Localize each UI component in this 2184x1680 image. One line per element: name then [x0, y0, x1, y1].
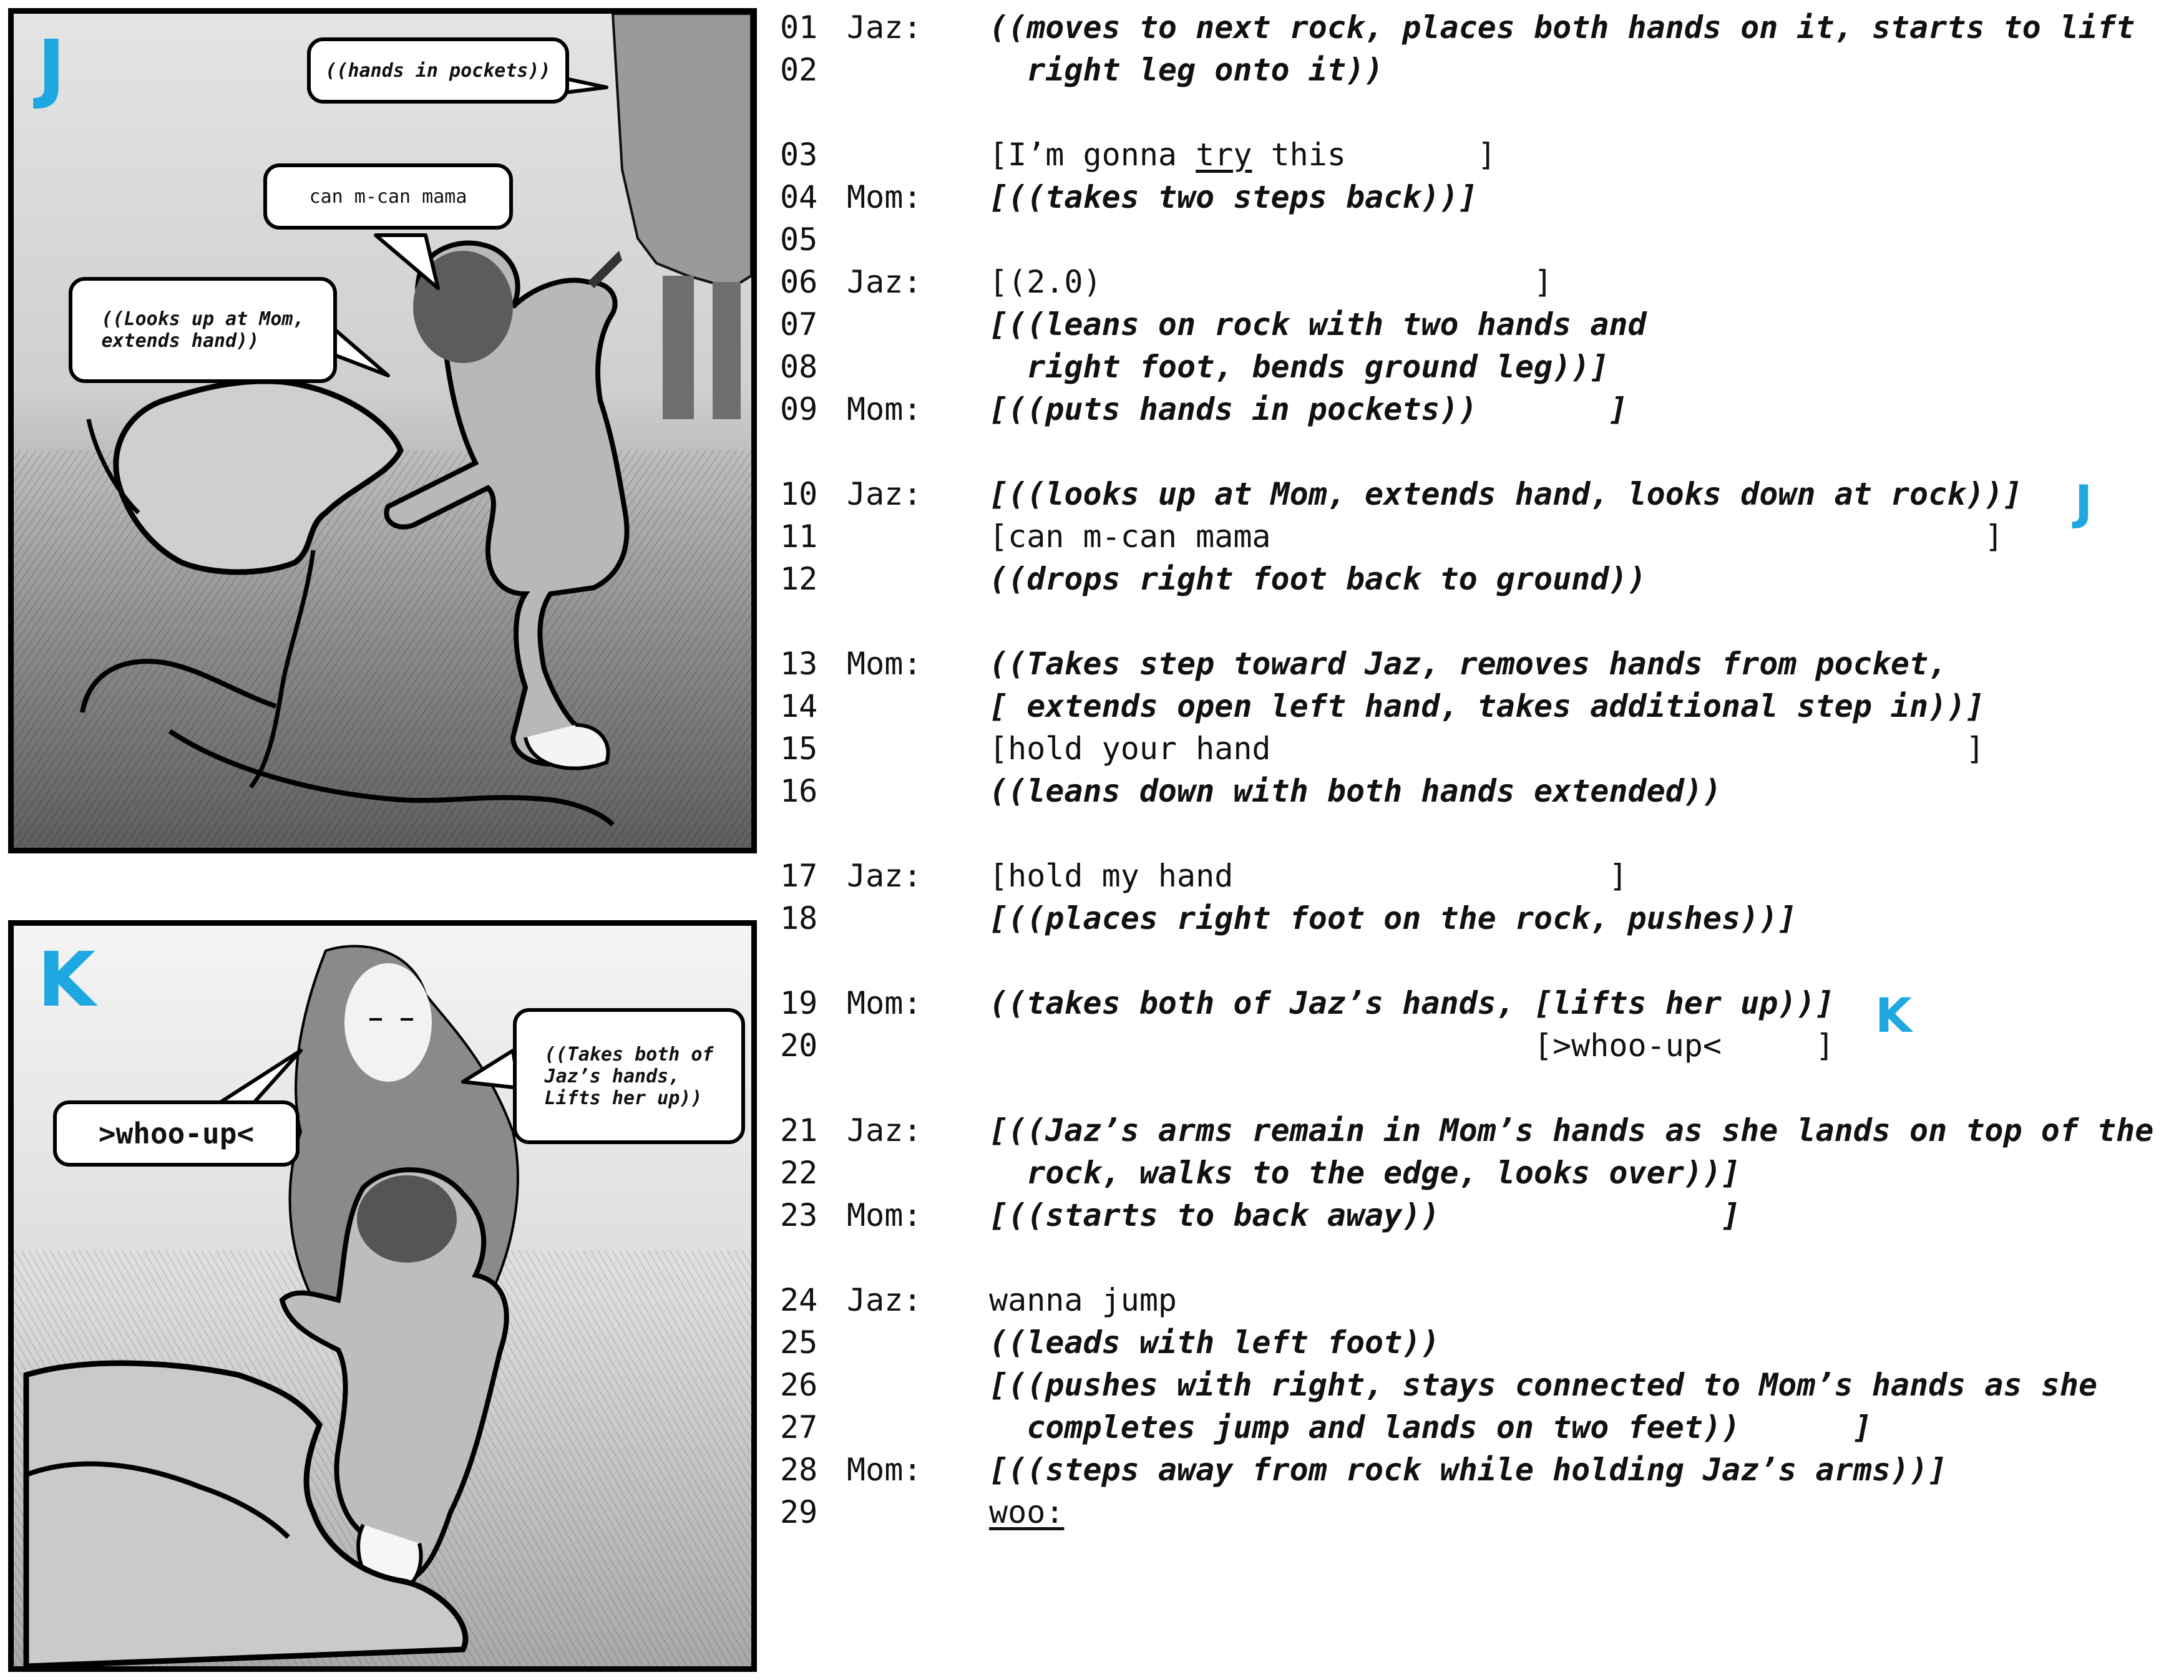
utterance-text [989, 1024, 1835, 1067]
utterance-text [989, 303, 1647, 346]
utterance-text [989, 1449, 1947, 1491]
line-number: 29 [780, 1494, 818, 1530]
utterance-segment: ((takes both of Jaz’s hands, [lifts her up))] [989, 985, 1835, 1021]
line-number: 01 [780, 9, 818, 46]
line-number: 27 [780, 1409, 818, 1445]
utterance-text [989, 261, 1553, 303]
line-number: 23 [780, 1197, 818, 1233]
utterance-segment: [can m-can mama ] [989, 518, 2004, 555]
line-number: 03 [780, 137, 818, 173]
utterance-text [989, 1406, 1872, 1449]
panel-j-illustration [14, 14, 751, 848]
line-number: 14 [780, 688, 818, 724]
line-number: 22 [780, 1155, 818, 1191]
line-number: 09 [780, 391, 818, 427]
utterance-segment: [(2.0) ] [989, 264, 1553, 300]
utterance-text [989, 727, 1984, 770]
utterance-segment: ((leads with left foot)) [989, 1324, 1440, 1361]
speaker-label: Jaz: [847, 264, 922, 300]
speaker-label: Mom: [847, 646, 922, 682]
utterance-segment: [((takes two steps back))] [989, 179, 1478, 215]
utterance-text [989, 685, 1984, 727]
utterance-segment: [((looks up at Mom, extends hand, looks down at rock))] [989, 476, 2022, 512]
utterance-text [989, 49, 1383, 91]
utterance-text [989, 643, 1947, 685]
panel-j-letter: J [37, 25, 66, 112]
line-number: 25 [780, 1324, 818, 1361]
line-number: 16 [780, 773, 818, 809]
speaker-label: Mom: [847, 179, 922, 215]
speaker-label: Jaz: [847, 9, 922, 46]
utterance-segment: ((moves to next rock, places both hands on it, starts to lift [989, 9, 2135, 46]
line-number: 13 [780, 646, 818, 682]
utterance-segment: right foot, bends ground leg))] [989, 349, 1609, 385]
utterance-segment: ((leans down with both hands extended)) [989, 773, 1722, 809]
utterance-segment: [((Jaz’s arms remain in Mom’s hands as she lands on top of the [989, 1112, 2154, 1148]
utterance-text [989, 897, 1796, 940]
speaker-label: Mom: [847, 1197, 922, 1233]
utterance-segment: completes jump and lands on two feet)) ] [989, 1409, 1872, 1445]
transcript [780, 0, 2178, 1680]
speaker-label: Mom: [847, 391, 922, 427]
line-number: 19 [780, 985, 818, 1021]
utterance-text [989, 770, 1722, 812]
line-number: 05 [780, 221, 818, 258]
line-number: 02 [780, 52, 818, 88]
panel-k-letter: K [37, 937, 95, 1024]
utterance-segment: [((places right foot on the rock, pushes))] [989, 900, 1797, 936]
utterance-segment: [>whoo-up< ] [989, 1027, 1835, 1064]
line-number: 17 [780, 858, 818, 894]
line-number: 04 [780, 179, 818, 215]
utterance-segment: [((starts to back away)) ] [989, 1197, 1741, 1233]
utterance-text [989, 388, 1628, 430]
utterance-text [989, 1152, 1740, 1194]
utterance-text [989, 176, 1478, 218]
utterance-text [989, 1491, 1064, 1533]
line-number: 10 [780, 476, 818, 512]
utterance-segment: [I’m gonna [989, 137, 1196, 173]
utterance-text [989, 134, 1496, 176]
utterance-text [989, 515, 2004, 558]
utterance-segment: [((steps away from rock while holding Jaz’s arms))] [989, 1452, 1948, 1488]
line-number: 28 [780, 1452, 818, 1488]
utterance-segment: [hold your hand ] [989, 731, 1985, 767]
line-number: 11 [780, 518, 818, 555]
speaker-label: Jaz: [847, 1112, 922, 1148]
utterance-segment: try [1196, 137, 1252, 173]
utterance-segment: woo: [989, 1494, 1065, 1530]
utterance-text [989, 1194, 1740, 1236]
utterance-text [989, 473, 2022, 515]
utterance-text [989, 1279, 1177, 1321]
speaker-label: Jaz: [847, 858, 922, 894]
utterance-text [989, 1109, 2153, 1152]
transcript-marker-j: J [2075, 475, 2093, 530]
speaker-label: Mom: [847, 985, 922, 1021]
utterance-text [989, 982, 1835, 1024]
line-number: 24 [780, 1282, 818, 1318]
utterance-text [989, 346, 1609, 388]
transcript-marker-k: K [1875, 988, 1912, 1043]
utterance-segment: this ] [1252, 137, 1496, 173]
photo-panel-k [8, 920, 757, 1672]
line-number: 06 [780, 264, 818, 300]
line-number: 20 [780, 1027, 818, 1064]
utterance-text [989, 6, 2135, 49]
bubble-hands-in-pockets: ((hands in pockets)) [307, 37, 569, 104]
utterance-segment: ((drops right foot back to ground)) [989, 561, 1647, 597]
line-number: 21 [780, 1112, 818, 1148]
line-number: 08 [780, 349, 818, 385]
utterance-segment: ((Takes step toward Jaz, removes hands from pocket, [989, 646, 1948, 682]
utterance-segment: rock, walks to the edge, looks over))] [989, 1155, 1741, 1191]
speaker-label: Jaz: [847, 476, 922, 512]
utterance-text [989, 1321, 1440, 1364]
photo-panel-j [8, 8, 757, 853]
utterance-segment: [hold my hand ] [989, 858, 1628, 894]
line-number: 12 [780, 561, 818, 597]
utterance-segment: [((puts hands in pockets)) ] [989, 391, 1628, 427]
line-number: 07 [780, 306, 818, 342]
utterance-text [989, 855, 1628, 897]
bubble-can-mama: can m-can mama [263, 163, 513, 230]
line-number: 15 [780, 731, 818, 767]
utterance-segment: right leg onto it)) [989, 52, 1384, 88]
speaker-label: Mom: [847, 1452, 922, 1488]
line-number: 26 [780, 1367, 818, 1403]
utterance-segment: [ extends open left hand, takes additional step in))] [989, 688, 1985, 724]
utterance-segment: [((leans on rock with two hands and [989, 306, 1647, 342]
bubble-whoo-up: >whoo-up< [53, 1100, 300, 1167]
bubble-looks-up: ((Looks up at Mom, extends hand)) [69, 277, 337, 383]
utterance-text [989, 1364, 2097, 1406]
bubble-takes-both-hands: ((Takes both of Jaz’s hands, Lifts her up)) [513, 1008, 745, 1144]
line-number: 18 [780, 900, 818, 936]
utterance-segment: [((pushes with right, stays connected to Mom’s hands as she [989, 1367, 2098, 1403]
utterance-segment: wanna jump [989, 1282, 1177, 1318]
speaker-label: Jaz: [847, 1282, 922, 1318]
utterance-text [989, 558, 1647, 600]
